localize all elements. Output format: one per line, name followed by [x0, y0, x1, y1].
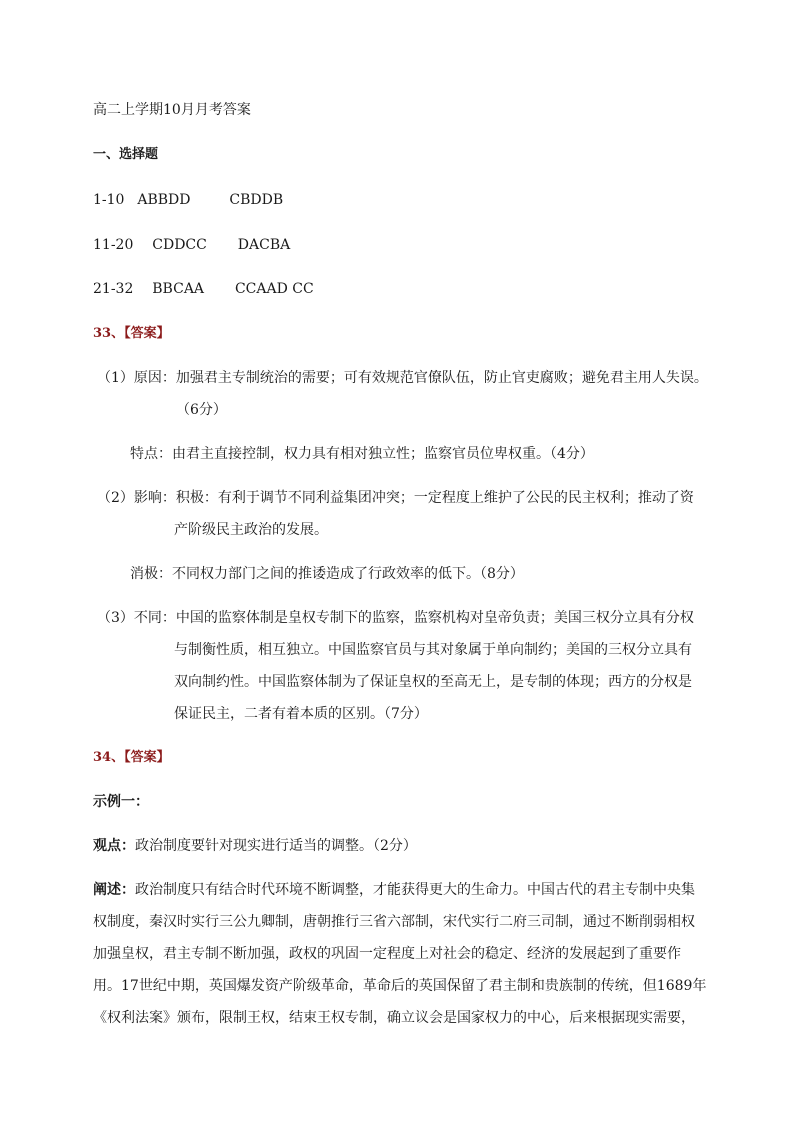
q33-part2-negative: 消极：不同权力部门之间的推诿造成了行政效率的低下。（8分）	[130, 566, 524, 582]
q33-part1-feature: 特点：由君主直接控制，权力具有相对独立性；监察官员位卑权重。（4分）	[130, 446, 594, 462]
choice-answers-a: BBCAA	[152, 281, 205, 297]
choice-row-2	[93, 236, 290, 254]
choice-row-1	[93, 191, 283, 209]
part-lead: （2）影响：	[97, 490, 176, 506]
choice-answers-a: ABBDD	[137, 192, 191, 208]
q34-desc-line5: 《权利法案》颁布，限制王权，结束王权专制，确立议会是国家权力的中心，后来根据现实需要，	[93, 1010, 695, 1026]
q34-view	[93, 837, 417, 855]
q33-part3-line1	[97, 609, 694, 627]
part-text: 加强君主专制统治的需要；可有效规范官僚队伍，防止官吏腐败；避免君主用人失误。	[175, 370, 708, 386]
choice-range: 1-10	[93, 192, 125, 208]
part-lead: （3）不同：	[97, 610, 176, 626]
q34-desc-line2: 权制度，秦汉时实行三公九卿制，唐朝推行三省六部制，宋代实行二府三司制，通过不断削弱相权	[93, 914, 695, 930]
view-label: 观点：	[93, 838, 135, 854]
q34-desc-line3: 加强皇权，君主专制不断加强，政权的巩固一定程度上对社会的稳定、经济的发展起到了重要作	[93, 946, 681, 962]
q33-part2-line2: 产阶级民主政治的发展。	[174, 522, 328, 538]
q34-example-label: 示例一：	[93, 794, 149, 810]
part-text: 积极：有利于调节不同利益集团冲突；一定程度上维护了公民的民主权利；推动了资	[175, 490, 694, 506]
q33-part1-score: （6分）	[176, 402, 227, 418]
section-heading-choice: 一、选择题	[93, 147, 159, 162]
part-lead: （1）原因：	[97, 370, 176, 386]
view-text: 政治制度要针对现实进行适当的调整。（2分）	[135, 838, 417, 854]
choice-answers-a: CDDCC	[152, 237, 207, 253]
q33-part3-line2: 与制衡性质，相互独立。中国监察官员与其对象属于单向制约；美国的三权分立具有	[174, 642, 692, 658]
choice-answers-b: CBDDB	[229, 192, 284, 208]
q33-part3-line3: 双向制约性。中国监察体制为了保证皇权的至高无上，是专制的体现；西方的分权是	[174, 674, 692, 690]
choice-range: 21-32	[93, 281, 134, 297]
choice-answers-b: DACBA	[237, 237, 291, 253]
q33-part2-line1	[97, 489, 694, 507]
choice-range: 11-20	[93, 237, 134, 253]
page-title: 高二上学期10月月考答案	[93, 102, 251, 118]
part-text: 中国的监察体制是皇权专制下的监察，监察机构对皇帝负责；美国三权分立具有分权	[175, 610, 694, 626]
q33-part3-line4: 保证民主，二者有着本质的区别。（7分）	[174, 706, 428, 722]
q34-header: 34、【答案】	[93, 750, 170, 765]
desc-label: 阐述：	[93, 882, 135, 898]
q33-part1-reason	[97, 369, 708, 387]
q34-desc-line4: 用。17世纪中期，英国爆发资产阶级革命，革命后的英国保留了君主制和贵族制的传统，但1689年	[93, 978, 707, 994]
desc-text: 政治制度只有结合时代环境不断调整，才能获得更大的生命力。中国古代的君主专制中央集	[135, 882, 695, 898]
q34-desc-line1	[93, 881, 695, 899]
choice-row-3	[93, 280, 314, 298]
choice-answers-b: CCAAD CC	[234, 281, 314, 297]
q33-header: 33、【答案】	[93, 326, 170, 341]
